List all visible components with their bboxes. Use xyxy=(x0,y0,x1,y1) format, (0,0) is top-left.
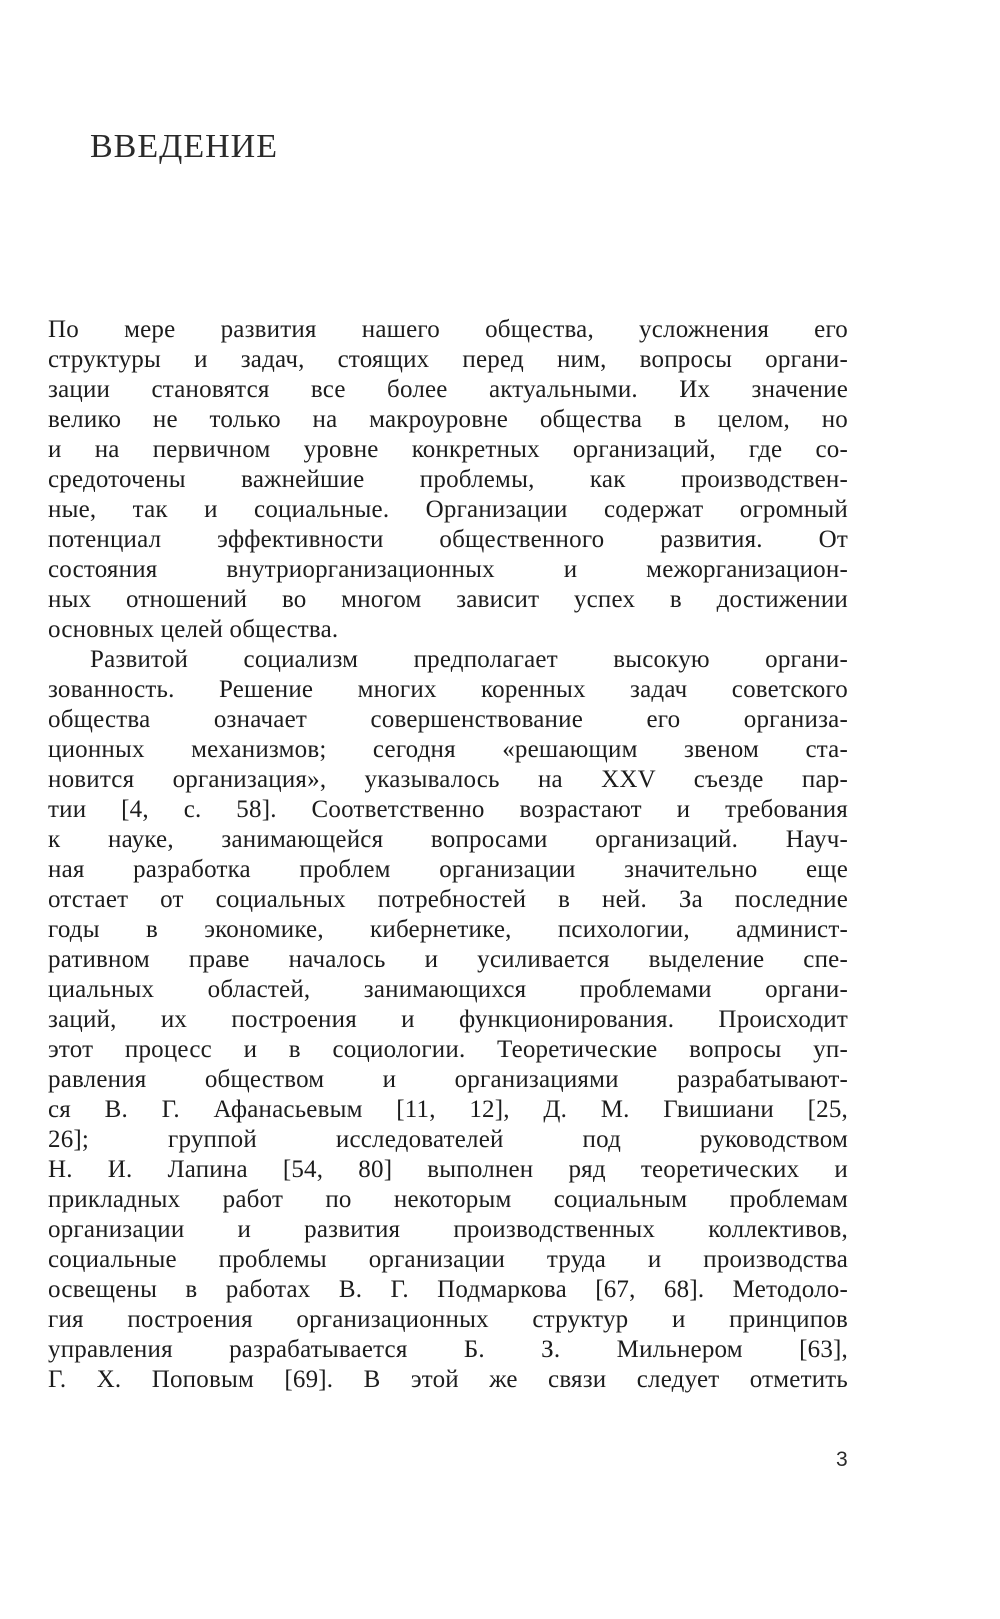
text-line: По мере развития нашего общества, усложнения его xyxy=(48,316,848,343)
text-line: средоточены важнейшие проблемы, как производствен- xyxy=(48,466,848,493)
text-line: отстает от социальных потребностей в ней. За последние xyxy=(48,886,848,913)
text-line: 26]; группой исследователей под руководством xyxy=(48,1126,848,1153)
text-line: социальные проблемы организации труда и производства xyxy=(48,1246,848,1273)
text-line: гия построения организационных структур и принципов xyxy=(48,1306,848,1333)
text-line: общества означает совершенствование его организа- xyxy=(48,706,848,733)
text-line: ционных механизмов; сегодня «решающим звеном ста- xyxy=(48,736,848,763)
text-line: Г. Х. Поповым [69]. В этой же связи следует отметить xyxy=(48,1366,848,1393)
chapter-title: ВВЕДЕНИЕ xyxy=(90,128,278,165)
text-line: управления разрабатывается Б. З. Мильнером [63], xyxy=(48,1336,848,1363)
text-line: состояния внутриорганизационных и межорганизацион- xyxy=(48,556,848,583)
body-text xyxy=(48,315,848,1395)
text-line: циальных областей, занимающихся проблемами органи- xyxy=(48,976,848,1003)
text-line: ная разработка проблем организации значительно еще xyxy=(48,856,848,883)
text-line: равления обществом и организациями разрабатывают- xyxy=(48,1066,848,1093)
text-line: ся В. Г. Афанасьевым [11, 12], Д. М. Гвишиани [25, xyxy=(48,1096,848,1123)
text-line: зации становятся все более актуальными. Их значение xyxy=(48,376,848,403)
text-line: структуры и задач, стоящих перед ним, вопросы органи- xyxy=(48,346,848,373)
text-line: к науке, занимающейся вопросами организаций. Науч- xyxy=(48,826,848,853)
text-line: организации и развития производственных коллективов, xyxy=(48,1216,848,1243)
text-line: тии [4, с. 58]. Соответственно возрастают и требования xyxy=(48,796,848,823)
text-line: велико не только на макроуровне общества в целом, но xyxy=(48,406,848,433)
text-line: Н. И. Лапина [54, 80] выполнен ряд теоретических и xyxy=(48,1156,848,1183)
text-line: основных целей общества. xyxy=(48,616,339,643)
text-line: и на первичном уровне конкретных организаций, где со- xyxy=(48,436,848,463)
text-line: ративном праве началось и усиливается выделение спе- xyxy=(48,946,848,973)
text-line: прикладных работ по некоторым социальным проблемам xyxy=(48,1186,848,1213)
text-line: этот процесс и в социологии. Теоретические вопросы уп- xyxy=(48,1036,848,1063)
text-line: зованность. Решение многих коренных задач советского xyxy=(48,676,848,703)
text-line: ные, так и социальные. Организации содержат огромный xyxy=(48,496,848,523)
text-line: Развитой социализм предполагает высокую органи- xyxy=(90,646,848,673)
text-line: ных отношений во многом зависит успех в достижении xyxy=(48,586,848,613)
text-line: годы в экономике, кибернетике, психологии, админист- xyxy=(48,916,848,943)
text-line: потенциал эффективности общественного развития. От xyxy=(48,526,848,553)
text-line: освещены в работах В. Г. Подмаркова [67, 68]. Методоло- xyxy=(48,1276,848,1303)
page-number: 3 xyxy=(836,1448,848,1471)
text-line: заций, их построения и функционирования. Происходит xyxy=(48,1006,848,1033)
text-line: новится организация», указывалось на XXV съезде пар- xyxy=(48,766,848,793)
